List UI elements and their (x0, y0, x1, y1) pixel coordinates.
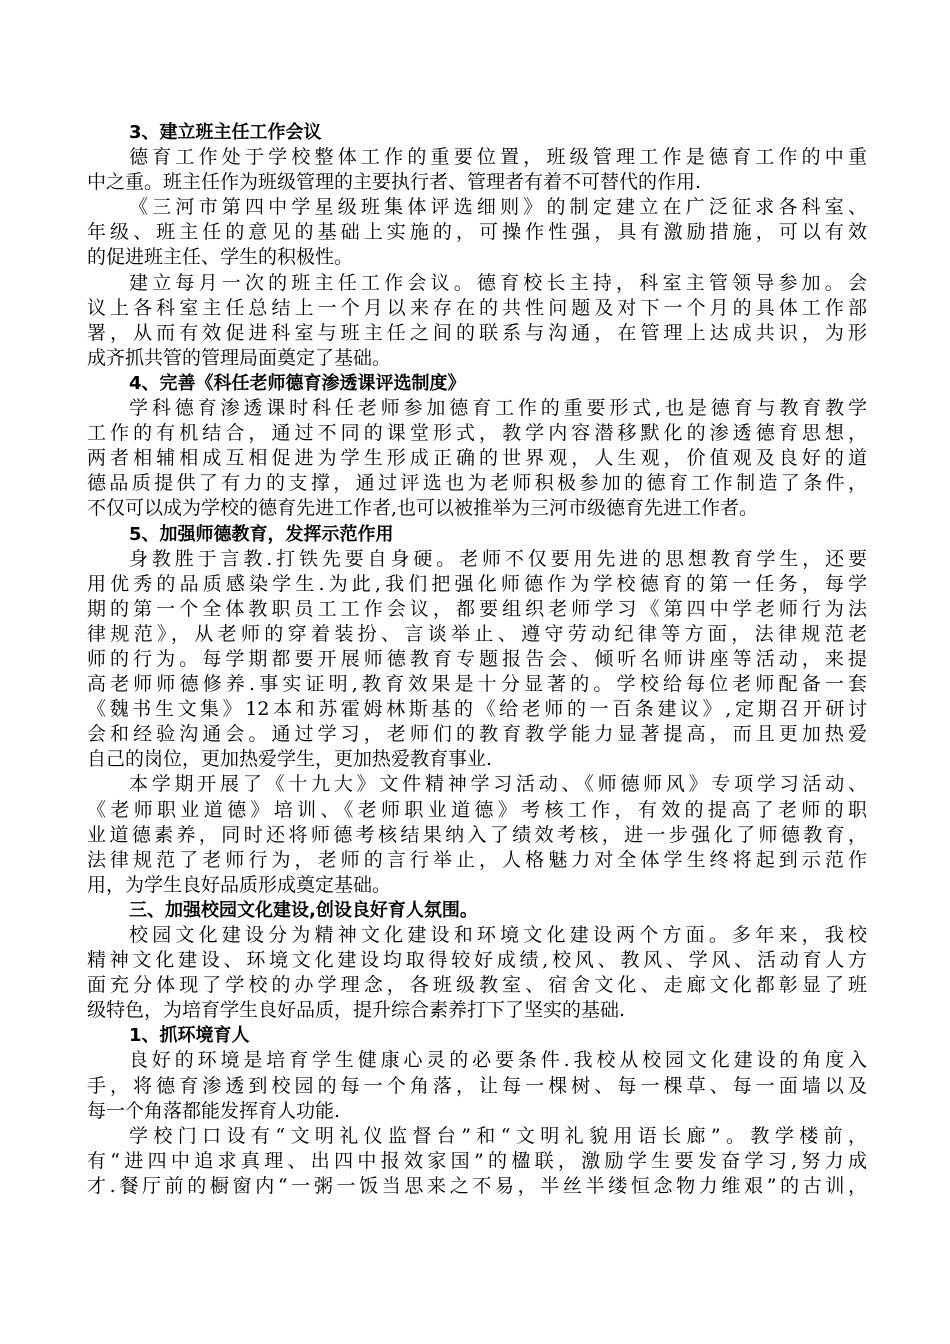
text-line: 《三河市第四中学星级班集体评选细则》的制定建立在广泛征求各科室、 (129, 196, 867, 219)
text-line: 学科德育渗透课时科任老师参加德育工作的重要形式,也是德育与教育教学 (129, 397, 867, 420)
text-line: 德育工作处于学校整体工作的重要位置，班级管理工作是德育工作的中重 (129, 146, 867, 169)
text-line: 面充分体现了学校的办学理念，各班级教室、宿舍文化、走廊文化都彰显了班 (87, 974, 867, 997)
text-line: 本学期开展了《十九大》文件精神学习活动、《师德师风》专项学习活动、 (129, 773, 867, 796)
text-line: 师的行为。每学期都要开展师德教育专题报告会、倾听名师讲座等活动，来提 (87, 647, 867, 670)
text-line: 两者相辅相成互相促进为学生形成正确的世界观，人生观，价值观及良好的道 (87, 447, 867, 470)
text-line: 才.餐厅前的橱窗内“一粥一饭当思来之不易，半丝半缕恒念物力维艰”的古训， (87, 1174, 867, 1197)
section-heading: 5、加强师德教育，发挥示范作用 (129, 523, 394, 545)
text-line: 法律规范了老师行为，老师的言行举止，人格魅力对全体学生终将起到示范作 (87, 848, 867, 871)
text-line: 署，从而有效促进科室与班主任之间的联系与沟通，在管理上达成共识，为形 (87, 321, 867, 344)
text-line: 精神文化建设、环境文化建设均取得较好成绩,校风、教风、学风、活动育人方 (87, 949, 867, 972)
section-heading: 1、抓环境育人 (129, 1025, 250, 1047)
text-line: 每一个角落都能发挥育人功能. (87, 1099, 341, 1122)
text-line: 良好的环境是培育学生健康心灵的必要条件.我校从校园文化建设的角度入 (129, 1049, 867, 1072)
text-line: 年级、班主任的意见的基础上实施的，可操作性强，具有激励措施，可以有效 (87, 221, 867, 244)
text-line: 的促进班主任、学生的积极性。 (87, 246, 354, 269)
section-heading: 3、建立班主任工作会议 (129, 122, 322, 143)
document-page (87, 120, 867, 1199)
section-heading: 4、完善《科任老师德育渗透课评选制度》 (129, 372, 466, 394)
text-line: 用优秀的品质感染学生.为此,我们把强化师德作为学校德育的第一任务，每学 (87, 572, 867, 595)
text-line: 期的第一个全体教职员工工作会议，都要组织老师学习《第四中学老师行为法 (87, 597, 867, 620)
text-line: 高老师师德修养.事实证明,教育效果是十分显著的。学校给每位老师配备一套 (87, 673, 867, 696)
text-line: 手，将德育渗透到校园的每一个角落，让每一棵树、每一棵草、每一面墙以及 (87, 1074, 867, 1097)
text-line: 律规范》，从老师的穿着装扮、言谈举止、遵守劳动纪律等方面，法律规范老 (87, 622, 867, 645)
text-line: 会和经验沟通会。通过学习，老师们的教育教学能力显著提高，而且更加热爱 (87, 723, 867, 746)
text-line: 中之重。班主任作为班级管理的主要执行者、管理者有着不可替代的作用. (87, 171, 702, 194)
text-line: 校园文化建设分为精神文化建设和环境文化建设两个方面。多年来，我校 (129, 924, 867, 946)
text-line: 身教胜于言教.打铁先要自身硬。老师不仅要用先进的思想教育学生，还要 (129, 547, 867, 570)
text-line: 建立每月一次的班主任工作会议。德育校长主持，科室主管领导参加。会 (129, 271, 867, 294)
text-line: 用，为学生良好品质形成奠定基础。 (87, 873, 392, 896)
text-line: 业道德素养，同时还将师德考核结果纳入了绩效考核，进一步强化了师德教育， (87, 823, 867, 846)
text-line: 成齐抓共管的管理局面奠定了基础。 (87, 346, 392, 369)
text-line: 有“进四中追求真理、出四中报效家国”的楹联，激励学生要发奋学习,努力成 (87, 1149, 867, 1172)
section-heading: 三、加强校园文化建设,创设良好育人氛围。 (129, 899, 478, 921)
text-line: 工作的有机结合，通过不同的课堂形式，教学内容潜移默化的渗透德育思想， (87, 422, 867, 445)
text-line: 《老师职业道德》培训、《老师职业道德》考核工作，有效的提高了老师的职 (87, 798, 867, 821)
text-line: 学校门口设有“文明礼仪监督台”和“文明礼貌用语长廊”。教学楼前， (129, 1124, 867, 1147)
text-line: 《魏书生文集》12本和苏霍姆林斯基的《给老师的一百条建议》,定期召开研讨 (87, 698, 867, 721)
text-line: 议上各科室主任总结上一个月以来存在的共性问题及对下一个月的具体工作部 (87, 296, 867, 319)
text-line: 不仅可以成为学校的德育先进工作者,也可以被推举为三河市级德育先进工作者。 (87, 497, 759, 520)
text-line: 级特色，为培育学生良好品质，提升综合素养打下了坚实的基础. (87, 999, 626, 1022)
text-line: 德品质提供了有力的支撑，通过评选也为老师积极参加的德育工作制造了条件， (87, 472, 867, 495)
text-line: 自己的岗位，更加热爱学生，更加热爱教育事业. (87, 748, 493, 771)
